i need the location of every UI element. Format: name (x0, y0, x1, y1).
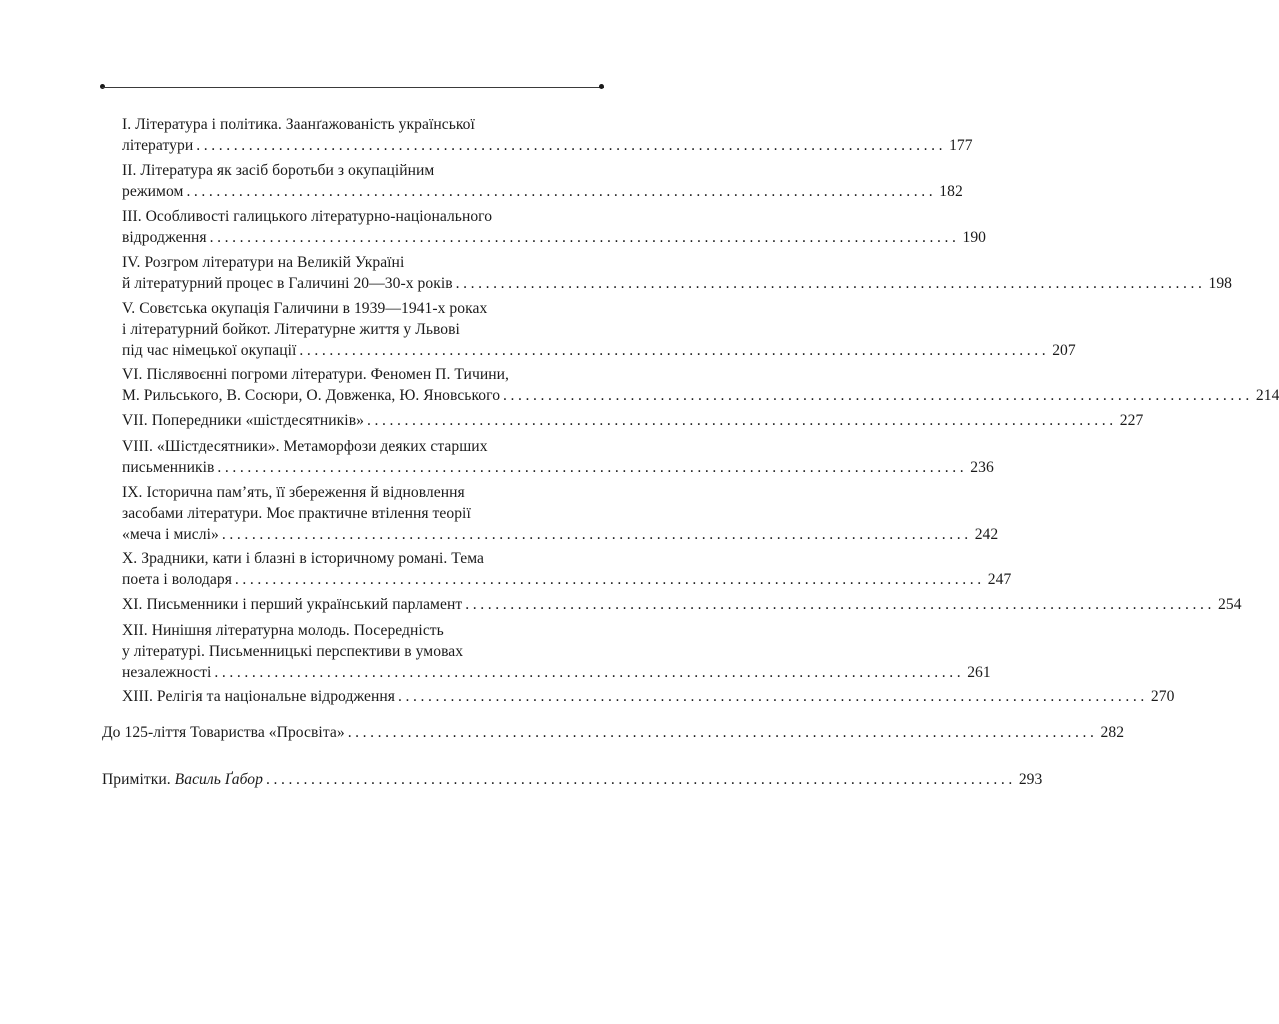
dot-leader: .................................................................................................... (465, 596, 1216, 613)
dot-leader: .................................................................................................... (455, 275, 1206, 292)
toc-entry-1[interactable] (122, 114, 973, 156)
toc-entry-8[interactable] (122, 436, 994, 478)
dot-leader: .................................................................................................... (214, 664, 965, 681)
toc-entry-line: у літературі. Письменницькі перспективи в умовах (122, 643, 464, 660)
toc-entry-title-end: XIII. Релігія та національне відродження (122, 688, 396, 705)
toc-entry-line: IV. Розгром літератури на Великій Україні (122, 254, 405, 271)
toc-entry-line: I. Література і політика. Заанґажованість української (122, 116, 475, 133)
notes-label: Примітки. (102, 771, 171, 788)
toc-entry-title-end: «меча і мислі» (122, 526, 219, 543)
toc-entry-line: VIII. «Шістдесятники». Метаморфози деяких старших (122, 438, 488, 455)
toc-entry-line: II. Література як засіб боротьби з окупаційним (122, 162, 435, 179)
notes-author: Василь Ґабор (174, 771, 263, 788)
dot-leader: .................................................................................................... (217, 459, 968, 476)
dot-leader: .................................................................................................... (503, 387, 1253, 404)
toc-entry-6[interactable] (122, 364, 1279, 406)
toc-page-number: 254 (1218, 596, 1242, 613)
toc-page-number: 270 (1150, 688, 1175, 705)
toc-entry-9[interactable] (122, 482, 999, 545)
toc-entry-title-end: літератури (122, 137, 194, 154)
toc-entry-title-end: XI. Письменники і перший український парламент (122, 596, 463, 613)
toc-entry-12[interactable] (122, 620, 991, 683)
toc-page-number: 214 (1255, 387, 1279, 404)
toc-page-number: 282 (1100, 724, 1125, 741)
toc-entry-title-end: поета і володаря (122, 571, 232, 588)
dot-leader: .................................................................................................... (186, 183, 937, 200)
dot-leader: .................................................................................................... (234, 571, 985, 588)
dot-leader: .................................................................................................... (196, 137, 947, 154)
toc-entry-line: IX. Історична пам’ять, її збереження й відновлення (122, 484, 465, 501)
toc-entry-5[interactable] (122, 298, 1076, 361)
dot-leader: .................................................................................................... (221, 526, 972, 543)
toc-entry-line: засобами літератури. Моє практичне втілення теорії (122, 505, 471, 522)
toc-page-number: 190 (962, 229, 987, 246)
toc-entry-title-end: незалежності (122, 664, 212, 681)
toc-entry-title-end (102, 769, 263, 790)
rule-right-dot (599, 84, 604, 89)
toc-page-number: 236 (970, 459, 994, 476)
toc-entry-title-end: режимом (122, 183, 184, 200)
toc-entry-10[interactable] (122, 548, 1012, 590)
dot-leader: .................................................................................................... (209, 229, 960, 246)
header-rule (102, 87, 604, 88)
toc-entry-notes[interactable] (102, 769, 1043, 790)
dot-leader: .................................................................................................... (265, 771, 1016, 788)
toc-page-number: 293 (1018, 771, 1043, 788)
toc-entry-title-end: До 125-ліття Товариства «Просвіта» (102, 724, 345, 741)
toc-entry-line: і літературний бойкот. Літературне життя у Львові (122, 321, 460, 338)
toc-entry-title-end: під час німецької окупації (122, 342, 297, 359)
toc-page-number: 261 (967, 664, 991, 681)
dot-leader: .................................................................................................... (398, 688, 1148, 705)
toc-page-number: 227 (1119, 412, 1144, 429)
toc-entry-line: III. Особливості галицького літературно-національного (122, 208, 493, 225)
toc-page-number: 177 (949, 137, 973, 154)
toc-entry-title-end: VII. Попередники «шістдесятників» (122, 412, 364, 429)
toc-entry-3[interactable] (122, 206, 987, 248)
dot-leader: .................................................................................................... (299, 342, 1050, 359)
toc-entry-11[interactable] (122, 594, 1242, 615)
toc-entry-title-end: відродження (122, 229, 207, 246)
toc-page-number: 182 (939, 183, 963, 200)
toc-entry-line: V. Совєтська окупація Галичини в 1939—1941-х роках (122, 300, 488, 317)
toc-entry-line: VI. Післявоєнні погроми літератури. Феномен П. Тичини, (122, 366, 509, 383)
toc-entry-4[interactable] (122, 252, 1233, 294)
toc-entry-line: XII. Нинішня літературна молодь. Посередність (122, 622, 444, 639)
toc-entry-anniversary[interactable] (102, 722, 1125, 743)
toc-entry-7[interactable] (122, 410, 1144, 431)
toc-page-number: 242 (974, 526, 999, 543)
toc-entry-line: X. Зрадники, кати і блазні в історичному романі. Тема (122, 550, 485, 567)
dot-leader: .................................................................................................... (366, 412, 1117, 429)
toc-entry-title-end: М. Рильського, В. Сосюри, О. Довженка, Ю. Яновського (122, 387, 501, 404)
toc-page-number: 207 (1052, 342, 1076, 359)
toc-entry-title-end: й літературний процес в Галичині 20—30-х років (122, 275, 453, 292)
toc-entry-13[interactable] (122, 686, 1175, 707)
toc-page-number: 198 (1208, 275, 1233, 292)
toc-entry-title-end: письменників (122, 459, 215, 476)
toc-entry-2[interactable] (122, 160, 963, 202)
dot-leader: .................................................................................................... (347, 724, 1098, 741)
toc-page-number: 247 (987, 571, 1012, 588)
